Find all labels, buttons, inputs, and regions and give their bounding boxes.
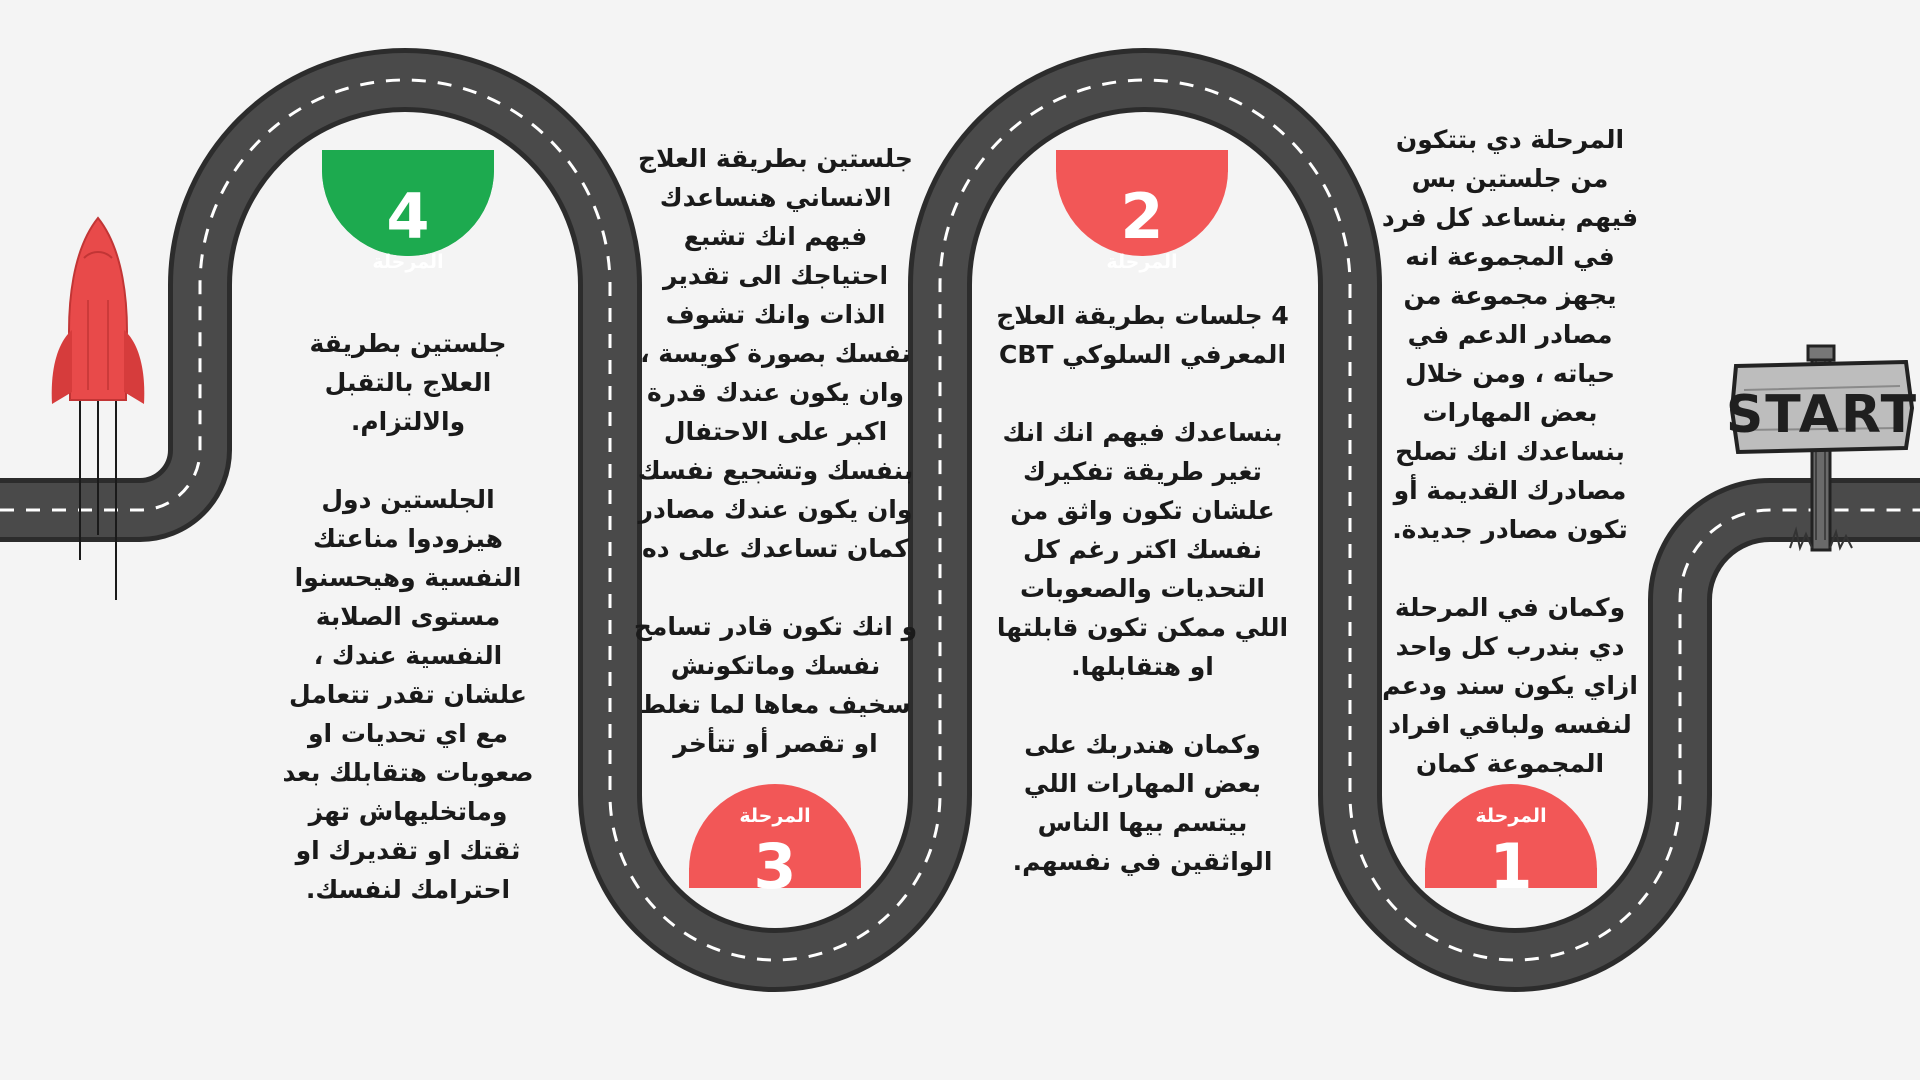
stage-1-description: المرحلة دي بتتكون من جلستين بس فيهم بنساعد كل فرد في المجموعة انه يجهز مجموعة من مصادر الدعم في حياته ، ومن خلال بعض المهارات بنساعدك انك تصلح مصادرك القديمة أو تكون مصادر جديدة. وكمان في المرحلة دي بندرب كل واحد ازاي يكون سند ودعم لنفسه ولباقي افراد المجموعة كمان: [1381, 125, 1639, 778]
stage-2-label: المرحلة: [1106, 251, 1178, 273]
rocket-icon: [52, 218, 145, 600]
stage-badge-1: [1425, 784, 1597, 903]
stage-3-description: جلستين بطريقة العلاج الانساني هنساعدك فيهم انك تشبع احتياجك الى تقدير الذات وانك تشوف نفسك بصورة كويسة ، وان يكون عندك قدرة اكبر على الاحتفال بنفسك وتشجيع نفسك وان يكون عندك مصادر كمان تساعدك على ده و انك تكون قادر تسامح نفسك وماتكونش سخيف معاها لما تغلط او تقصر أو تتأخر: [633, 144, 918, 758]
stage-4-number: 4: [386, 180, 430, 253]
stage-badge-3: [689, 784, 861, 903]
stage-4-description: جلستين بطريقة العلاج بالتقبل والالتزام. الجلستين دول هيزودوا مناعتك النفسية وهيحسنوا مستوى الصلابة النفسية عندك ، علشان تقدر تتعامل مع اي تحديات او صعوبات هتقابلك بعد وماتخليهاش تهز ثقتك او تقديرك او احترامك لنفسك.: [282, 329, 534, 904]
stage-3-number: 3: [753, 830, 797, 903]
stage-1-label: المرحلة: [1475, 805, 1547, 827]
sign-post-cap: [1808, 346, 1834, 360]
stage-2-description: 4 جلسات بطريقة العلاج المعرفي السلوكي CBT بنساعدك فيهم انك انك تغير طريقة تفكيرك علشان تكون واثق من نفسك اكتر رغم كل التحديات والصعوبات اللي ممكن تكون قابلتها او هتقابلها. وكمان هندربك على بعض المهارات اللي بيتسم بيها الناس الواثقين في نفسهم.: [996, 301, 1289, 876]
stage-badge-2: [1056, 150, 1228, 273]
stage-badge-4: [322, 150, 494, 273]
stage-1-number: 1: [1489, 830, 1533, 903]
stage-2-number: 2: [1120, 180, 1164, 253]
stage-3-label: المرحلة: [739, 805, 811, 827]
rocket-fin-left: [52, 330, 72, 404]
start-sign-text: START: [1725, 385, 1919, 445]
rocket-body: [69, 218, 127, 400]
rocket-fin-right: [124, 330, 144, 404]
stage-4-label: المرحلة: [372, 251, 444, 273]
